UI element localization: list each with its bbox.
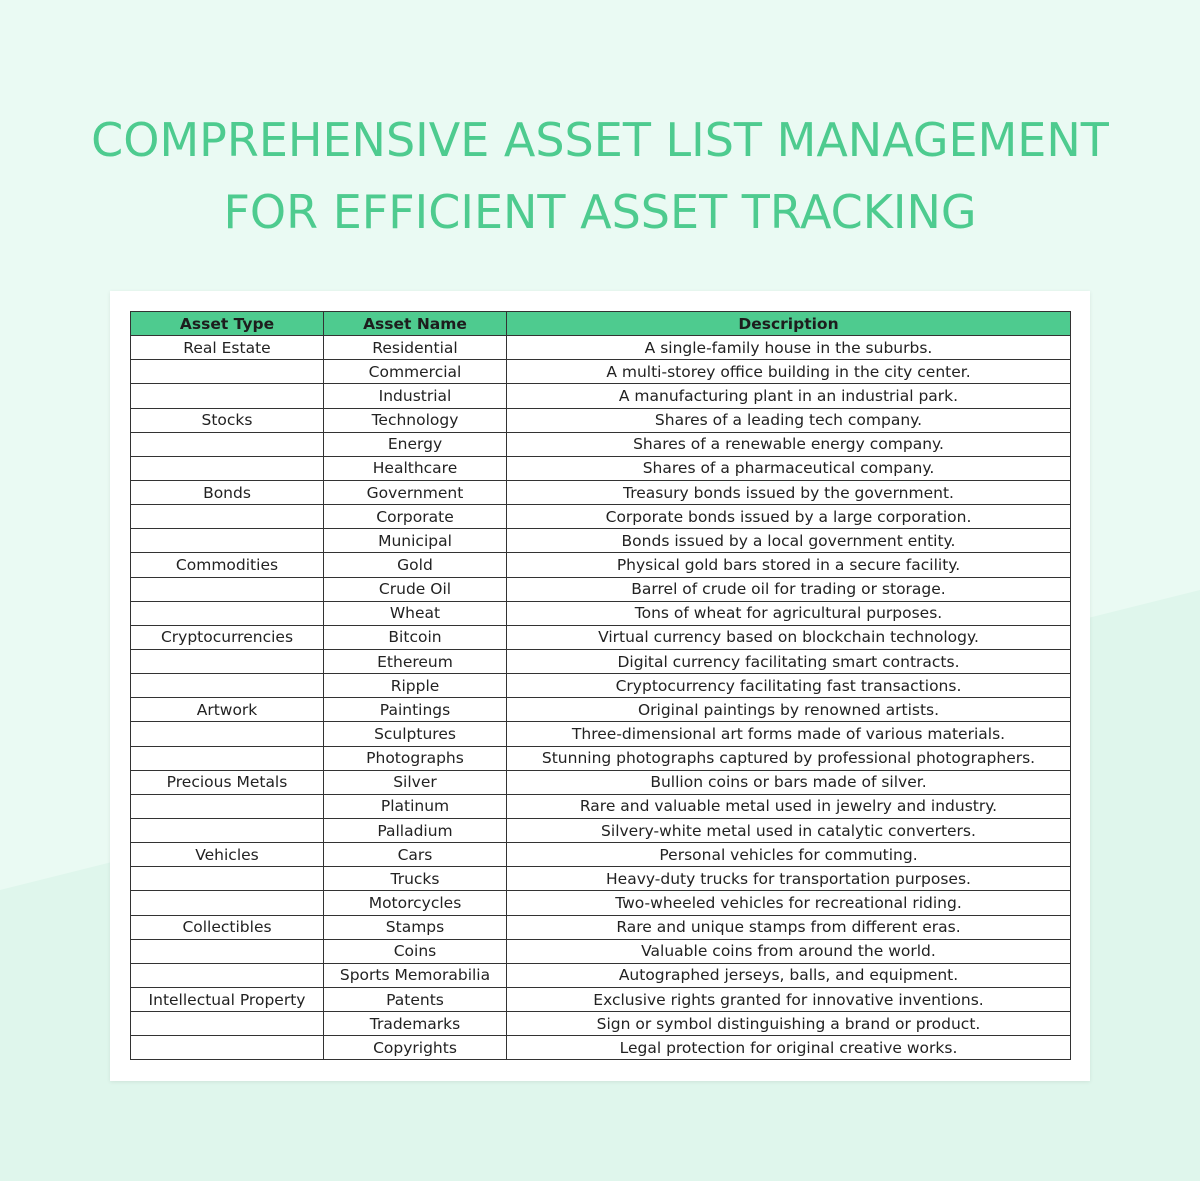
- description-cell: Shares of a leading tech company.: [507, 408, 1071, 432]
- table-row: [131, 456, 1071, 480]
- table-row: [131, 553, 1071, 577]
- table-row: [131, 505, 1071, 529]
- asset-name-cell: Stamps: [324, 915, 507, 939]
- header-row: [131, 312, 1071, 336]
- asset-type-cell: [131, 818, 324, 842]
- table-row: [131, 891, 1071, 915]
- asset-type-cell: [131, 432, 324, 456]
- asset-type-cell: [131, 722, 324, 746]
- table-row: [131, 963, 1071, 987]
- asset-name-cell: Ethereum: [324, 649, 507, 673]
- asset-name-cell: Trademarks: [324, 1012, 507, 1036]
- asset-type-cell: [131, 867, 324, 891]
- asset-name-cell: Patents: [324, 987, 507, 1011]
- description-cell: Physical gold bars stored in a secure facility.: [507, 553, 1071, 577]
- description-cell: Original paintings by renowned artists.: [507, 698, 1071, 722]
- asset-name-cell: Corporate: [324, 505, 507, 529]
- asset-type-cell: [131, 1036, 324, 1060]
- table-row: [131, 601, 1071, 625]
- description-cell: Personal vehicles for commuting.: [507, 843, 1071, 867]
- asset-type-cell: Stocks: [131, 408, 324, 432]
- asset-type-cell: [131, 1012, 324, 1036]
- asset-name-cell: Paintings: [324, 698, 507, 722]
- description-cell: Valuable coins from around the world.: [507, 939, 1071, 963]
- description-cell: Cryptocurrency facilitating fast transactions.: [507, 674, 1071, 698]
- asset-name-cell: Crude Oil: [324, 577, 507, 601]
- asset-name-cell: Industrial: [324, 384, 507, 408]
- description-cell: Corporate bonds issued by a large corporation.: [507, 505, 1071, 529]
- description-cell: Virtual currency based on blockchain technology.: [507, 625, 1071, 649]
- description-cell: Shares of a renewable energy company.: [507, 432, 1071, 456]
- asset-name-cell: Healthcare: [324, 456, 507, 480]
- asset-type-cell: Intellectual Property: [131, 987, 324, 1011]
- description-cell: Heavy-duty trucks for transportation purposes.: [507, 867, 1071, 891]
- asset-table: [130, 311, 1071, 1060]
- description-cell: Barrel of crude oil for trading or storage.: [507, 577, 1071, 601]
- asset-type-cell: [131, 505, 324, 529]
- asset-name-cell: Commercial: [324, 360, 507, 384]
- asset-type-cell: Commodities: [131, 553, 324, 577]
- asset-name-cell: Government: [324, 480, 507, 504]
- table-row: [131, 915, 1071, 939]
- description-cell: Autographed jerseys, balls, and equipment.: [507, 963, 1071, 987]
- column-header-asset-name: Asset Name: [324, 312, 507, 336]
- asset-name-cell: Copyrights: [324, 1036, 507, 1060]
- table-row: [131, 770, 1071, 794]
- asset-name-cell: Municipal: [324, 529, 507, 553]
- description-cell: Bonds issued by a local government entity.: [507, 529, 1071, 553]
- description-cell: Three-dimensional art forms made of various materials.: [507, 722, 1071, 746]
- asset-type-cell: Artwork: [131, 698, 324, 722]
- table-row: [131, 384, 1071, 408]
- asset-name-cell: Palladium: [324, 818, 507, 842]
- table-row: [131, 867, 1071, 891]
- asset-type-cell: Real Estate: [131, 336, 324, 360]
- asset-name-cell: Residential: [324, 336, 507, 360]
- table-row: [131, 722, 1071, 746]
- asset-name-cell: Sculptures: [324, 722, 507, 746]
- asset-type-cell: Cryptocurrencies: [131, 625, 324, 649]
- column-header-description: Description: [507, 312, 1071, 336]
- description-cell: Stunning photographs captured by professional photographers.: [507, 746, 1071, 770]
- asset-type-cell: [131, 529, 324, 553]
- description-cell: A single-family house in the suburbs.: [507, 336, 1071, 360]
- asset-type-cell: [131, 577, 324, 601]
- table-row: [131, 1012, 1071, 1036]
- asset-type-cell: [131, 891, 324, 915]
- table-row: [131, 818, 1071, 842]
- asset-name-cell: Silver: [324, 770, 507, 794]
- column-header-asset-type: Asset Type: [131, 312, 324, 336]
- description-cell: Rare and unique stamps from different eras.: [507, 915, 1071, 939]
- asset-type-cell: [131, 963, 324, 987]
- table-row: [131, 480, 1071, 504]
- asset-name-cell: Ripple: [324, 674, 507, 698]
- asset-type-cell: [131, 939, 324, 963]
- asset-name-cell: Energy: [324, 432, 507, 456]
- description-cell: A manufacturing plant in an industrial park.: [507, 384, 1071, 408]
- table-row: [131, 408, 1071, 432]
- description-cell: Digital currency facilitating smart contracts.: [507, 649, 1071, 673]
- asset-type-cell: [131, 746, 324, 770]
- page-title: [0, 104, 1200, 248]
- table-row: [131, 336, 1071, 360]
- asset-type-cell: [131, 360, 324, 384]
- asset-name-cell: Gold: [324, 553, 507, 577]
- asset-name-cell: Sports Memorabilia: [324, 963, 507, 987]
- asset-name-cell: Technology: [324, 408, 507, 432]
- asset-type-cell: [131, 674, 324, 698]
- page-title-line-2: FOR EFFICIENT ASSET TRACKING: [223, 185, 977, 239]
- description-cell: Tons of wheat for agricultural purposes.: [507, 601, 1071, 625]
- description-cell: Rare and valuable metal used in jewelry and industry.: [507, 794, 1071, 818]
- asset-type-cell: [131, 601, 324, 625]
- asset-name-cell: Motorcycles: [324, 891, 507, 915]
- asset-type-cell: [131, 794, 324, 818]
- table-row: [131, 649, 1071, 673]
- asset-type-cell: Precious Metals: [131, 770, 324, 794]
- description-cell: Sign or symbol distinguishing a brand or product.: [507, 1012, 1071, 1036]
- table-row: [131, 939, 1071, 963]
- table-row: [131, 794, 1071, 818]
- table-row: [131, 987, 1071, 1011]
- asset-name-cell: Trucks: [324, 867, 507, 891]
- table-row: [131, 625, 1071, 649]
- table-row: [131, 529, 1071, 553]
- description-cell: Bullion coins or bars made of silver.: [507, 770, 1071, 794]
- table-body: [131, 336, 1071, 1060]
- table-row: [131, 698, 1071, 722]
- table-row: [131, 577, 1071, 601]
- asset-type-cell: Collectibles: [131, 915, 324, 939]
- description-cell: Exclusive rights granted for innovative inventions.: [507, 987, 1071, 1011]
- asset-type-cell: [131, 456, 324, 480]
- asset-type-cell: Vehicles: [131, 843, 324, 867]
- page-title-line-1: COMPREHENSIVE ASSET LIST MANAGEMENT: [91, 113, 1109, 167]
- asset-name-cell: Platinum: [324, 794, 507, 818]
- description-cell: Two-wheeled vehicles for recreational riding.: [507, 891, 1071, 915]
- description-cell: Legal protection for original creative works.: [507, 1036, 1071, 1060]
- asset-type-cell: [131, 384, 324, 408]
- table-row: [131, 843, 1071, 867]
- description-cell: A multi-storey office building in the city center.: [507, 360, 1071, 384]
- asset-name-cell: Cars: [324, 843, 507, 867]
- description-cell: Shares of a pharmaceutical company.: [507, 456, 1071, 480]
- table-row: [131, 674, 1071, 698]
- table-row: [131, 1036, 1071, 1060]
- table-row: [131, 746, 1071, 770]
- asset-type-cell: [131, 649, 324, 673]
- description-cell: Treasury bonds issued by the government.: [507, 480, 1071, 504]
- asset-name-cell: Bitcoin: [324, 625, 507, 649]
- table-row: [131, 360, 1071, 384]
- asset-type-cell: Bonds: [131, 480, 324, 504]
- description-cell: Silvery-white metal used in catalytic converters.: [507, 818, 1071, 842]
- asset-name-cell: Photographs: [324, 746, 507, 770]
- table-card: [110, 291, 1090, 1081]
- table-row: [131, 432, 1071, 456]
- asset-name-cell: Coins: [324, 939, 507, 963]
- asset-name-cell: Wheat: [324, 601, 507, 625]
